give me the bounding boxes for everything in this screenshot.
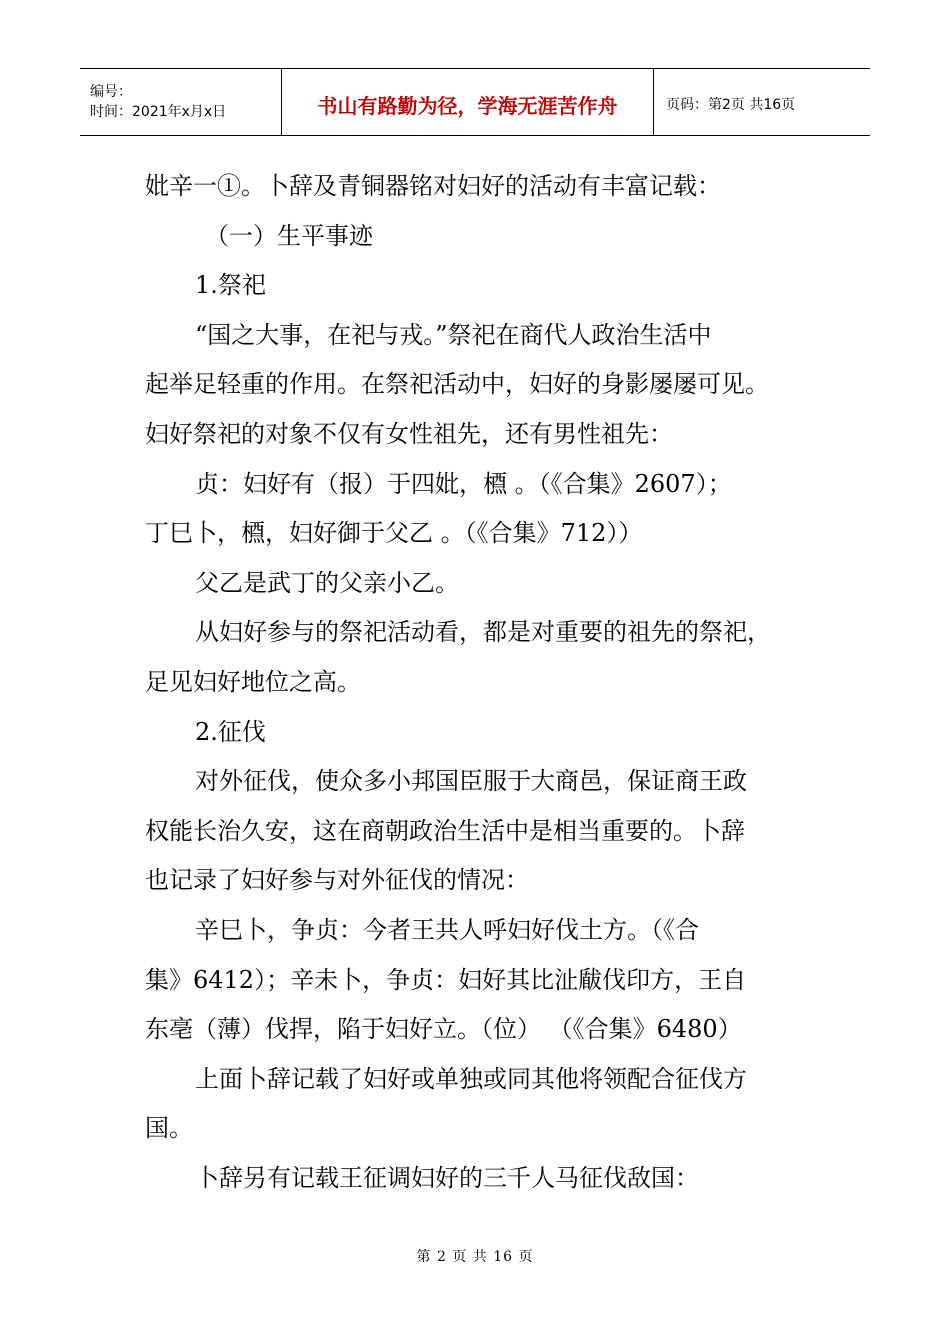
body-line: 丁巳卜，槱，妇好御于父乙 。（《合集》712））: [145, 519, 643, 548]
header-motto-cell: [282, 69, 654, 135]
header-table: [80, 68, 870, 136]
body-line: 起举足轻重的作用。在祭祀活动中，妇好的身影屡屡可见。: [145, 370, 769, 399]
body-line: 妣辛一①。卜辞及青铜器铭对妇好的活动有丰富记载：: [145, 172, 721, 200]
page-footer: 第 2 页 共 16 页: [416, 1249, 534, 1265]
body-line: 妇好祭祀的对象不仅有女性祖先，还有男性祖先：: [145, 419, 673, 448]
body-line: “国之大事，在祀与戎。”祭祀在商代人政治生活中: [195, 320, 712, 349]
body-line: 东亳（薄）伐捍，陷于妇好立。（位） （《合集》6480）: [145, 1015, 742, 1044]
body-line: 上面卜辞记载了妇好或单独或同其他将领配合征伐方: [195, 1064, 747, 1093]
body-line: 贞：妇好有（报）于四妣，槱 。（《合集》2607）；: [195, 469, 732, 498]
header-meta-cell: [80, 69, 282, 135]
subsection-heading: 1.祭祀: [195, 271, 266, 300]
number-label: 编号：: [90, 84, 132, 100]
body-line: 从妇好参与的祭祀活动看，都是对重要的祖先的祭祀，: [195, 618, 771, 647]
header-page-cell: [654, 69, 870, 135]
body-line: 也记录了妇好参与对外征伐的情况：: [145, 866, 529, 895]
body-line: 集》6412）；辛未卜，争贞：妇好其比沚瞂伐印方，王自: [145, 965, 747, 994]
body-line: 对外征伐，使众多小邦国臣服于大商邑，保证商王政: [195, 767, 747, 796]
motto-text: 书山有路勤为径，学海无涯苦作舟: [317, 93, 618, 118]
section-heading: （一）生平事迹: [205, 221, 373, 250]
date-label: 时间：2021年x月x日: [90, 104, 227, 120]
body-line: 足见妇好地位之高。: [145, 667, 361, 696]
body-line: 辛巳卜，争贞：今者王共人呼妇好伐土方。（《合: [195, 915, 699, 944]
body-line: 父乙是武丁的父亲小乙。: [195, 568, 459, 597]
subsection-heading: 2.征伐: [195, 717, 266, 746]
body-line: 国。: [145, 1114, 193, 1143]
body-line: 卜辞另有记载王征调妇好的三千人马征伐敌国：: [195, 1163, 699, 1192]
document-body: [145, 162, 810, 1203]
page-info: 页码：第2页 共16页: [666, 97, 796, 113]
body-line: 权能长治久安，这在商朝政治生活中是相当重要的。卜辞: [145, 816, 745, 845]
